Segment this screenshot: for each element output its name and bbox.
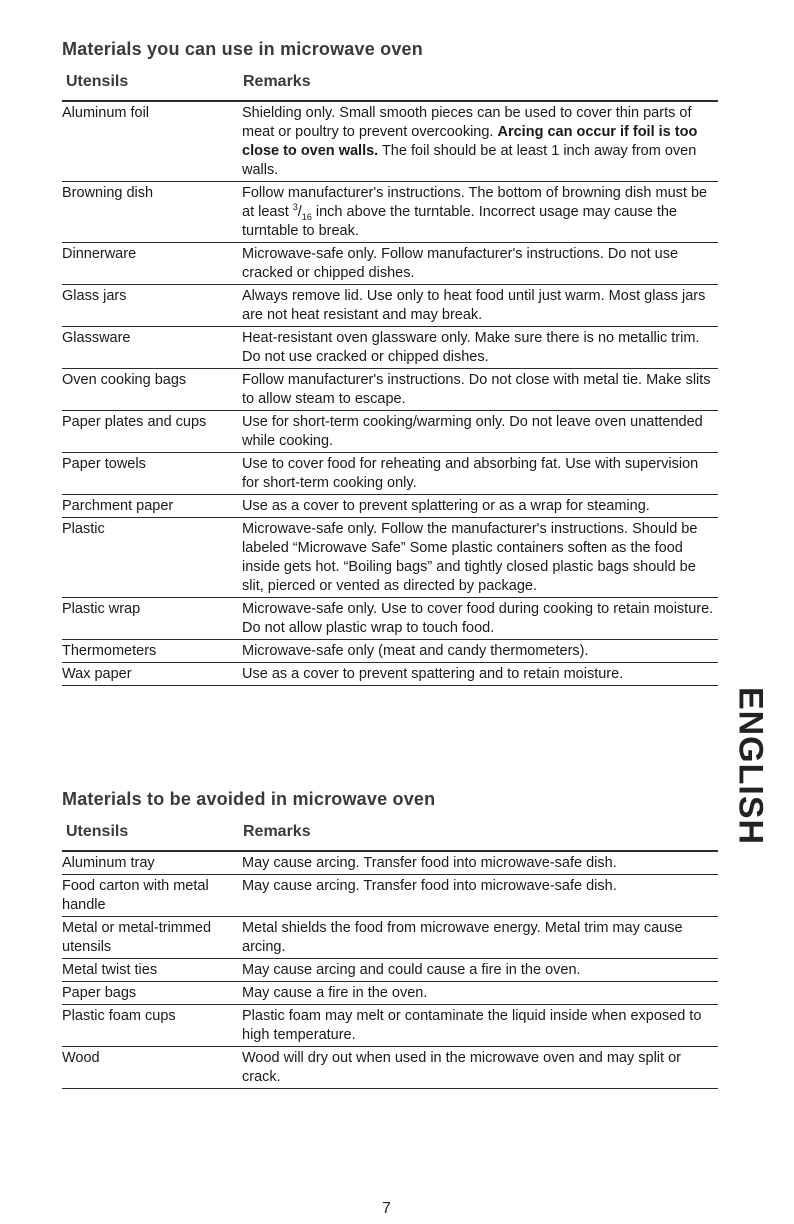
remark-text: Shielding only. Small smooth pieces can be used to cover thin parts of meat or poultry to prevent overcooking. xyxy=(242,105,692,140)
remark-warning-text: Arcing can occur if foil is too close to oven walls. xyxy=(242,124,698,159)
utensil-cell: Wax paper xyxy=(62,666,132,682)
remark-cell: Always remove lid. Use only to heat food until just warm. Most glass jars are not heat resistant and may break. xyxy=(242,288,706,323)
utensil-cell: Aluminum tray xyxy=(62,855,155,871)
table-row xyxy=(62,959,718,982)
utensil-cell: Thermometers xyxy=(62,643,157,659)
utensil-cell: Browning dish xyxy=(62,185,154,201)
utensil-cell: Metal or metal-trimmed utensils xyxy=(62,920,212,955)
utensil-cell: Oven cooking bags xyxy=(62,372,187,388)
utensil-cell: Aluminum foil xyxy=(62,105,150,121)
language-side-tab xyxy=(730,676,770,856)
remark-text: The foil should be at least 1 inch away from oven walls. xyxy=(242,143,697,178)
table-row xyxy=(62,663,718,686)
table-row xyxy=(62,518,718,598)
table-avoid xyxy=(62,850,718,1089)
utensil-cell: Glassware xyxy=(62,330,131,346)
remark-cell: Microwave-safe only (meat and candy thermometers). xyxy=(242,643,589,659)
table-can-use xyxy=(62,100,718,686)
table-row xyxy=(62,182,718,243)
table-row xyxy=(62,100,718,182)
table-row xyxy=(62,598,718,640)
utensil-cell: Dinnerware xyxy=(62,246,137,262)
utensil-cell: Glass jars xyxy=(62,288,127,304)
column-header-utensils: Utensils xyxy=(66,823,129,840)
remark-cell: Wood will dry out when used in the microwave oven and may split or crack. xyxy=(242,1050,681,1085)
utensil-cell: Plastic foam cups xyxy=(62,1008,176,1024)
remark-cell: Microwave-safe only. Follow manufacturer's instructions. Do not use cracked or chipped dishes. xyxy=(242,246,679,281)
table-row xyxy=(62,982,718,1005)
remark-cell: Microwave-safe only. Use to cover food during cooking to retain moisture. Do not allow plastic wrap to touch food. xyxy=(242,601,714,636)
remark-cell: May cause arcing and could cause a fire in the oven. xyxy=(242,962,581,978)
fraction-numerator: 3 xyxy=(292,202,298,213)
table-row xyxy=(62,1047,718,1089)
page-number: 7 xyxy=(382,1200,391,1217)
remark-cell xyxy=(242,104,718,180)
table-row xyxy=(62,411,718,453)
remark-cell: May cause arcing. Transfer food into microwave-safe dish. xyxy=(242,878,617,894)
table-row xyxy=(62,285,718,327)
table-row xyxy=(62,327,718,369)
table-row xyxy=(62,875,718,917)
utensil-cell: Paper bags xyxy=(62,985,137,1001)
utensil-cell: Wood xyxy=(62,1050,100,1066)
remark-cell: Follow manufacturer's instructions. Do not close with metal tie. Make slits to allow steam to escape. xyxy=(242,372,711,407)
remark-cell: Metal shields the food from microwave energy. Metal trim may cause arcing. xyxy=(242,920,683,955)
remark-cell: May cause arcing. Transfer food into microwave-safe dish. xyxy=(242,855,617,871)
remark-cell: Use as a cover to prevent spattering and to retain moisture. xyxy=(242,666,624,682)
section-title-can-use: Materials you can use in microwave oven xyxy=(62,39,423,59)
column-header-remarks: Remarks xyxy=(243,73,311,90)
remark-cell: Microwave-safe only. Follow the manufacturer's instructions. Should be labeled “Microwave Safe” Some plastic containers soften as the food inside gets hot. “Boiling bags” and tightly closed plastic bags should be slit, pierced or vented as directed by package. xyxy=(242,521,698,594)
utensil-cell: Plastic wrap xyxy=(62,601,141,617)
remark-cell: Use for short-term cooking/warming only. Do not leave oven unattended while cooking. xyxy=(242,414,703,449)
utensil-cell: Paper towels xyxy=(62,456,146,472)
remark-text: Follow manufacturer's instructions. The bottom of browning dish must be at least xyxy=(242,185,708,220)
utensil-cell: Parchment paper xyxy=(62,498,174,514)
table-row xyxy=(62,243,718,285)
table-row xyxy=(62,640,718,663)
fraction-denominator: 16 xyxy=(301,211,312,222)
table-row xyxy=(62,917,718,959)
utensil-cell: Food carton with metal handle xyxy=(62,878,209,913)
table-row xyxy=(62,453,718,495)
remark-cell: May cause a fire in the oven. xyxy=(242,985,428,1001)
remark-text: inch above the turntable. Incorrect usage may cause the turntable to break. xyxy=(242,204,677,239)
table-row xyxy=(62,495,718,518)
column-header-remarks: Remarks xyxy=(243,823,311,840)
remark-cell: Heat-resistant oven glassware only. Make sure there is no metallic trim. Do not use cracked or chipped dishes. xyxy=(242,330,700,365)
column-header-utensils: Utensils xyxy=(66,73,129,90)
utensil-cell: Paper plates and cups xyxy=(62,414,207,430)
remark-cell: Plastic foam may melt or contaminate the liquid inside when exposed to high temperature. xyxy=(242,1008,702,1043)
table-row xyxy=(62,850,718,875)
remark-cell: Follow manufacturer's instructions. The bottom of browning dish must be at least $^3/_{16}$ inch above the turntable. Incorrect usage may cause the turntable to break. xyxy=(242,185,708,239)
table-row xyxy=(62,1005,718,1047)
language-label: ENGLISH xyxy=(731,686,770,846)
remark-cell: Use to cover food for reheating and absorbing fat. Use with supervision for short-term cooking only. xyxy=(242,456,699,491)
section-title-avoid: Materials to be avoided in microwave oven xyxy=(62,789,436,809)
utensil-cell: Plastic xyxy=(62,521,105,537)
table-row xyxy=(62,369,718,411)
utensil-cell: Metal twist ties xyxy=(62,962,158,978)
remark-cell: Use as a cover to prevent splattering or as a wrap for steaming. xyxy=(242,498,650,514)
